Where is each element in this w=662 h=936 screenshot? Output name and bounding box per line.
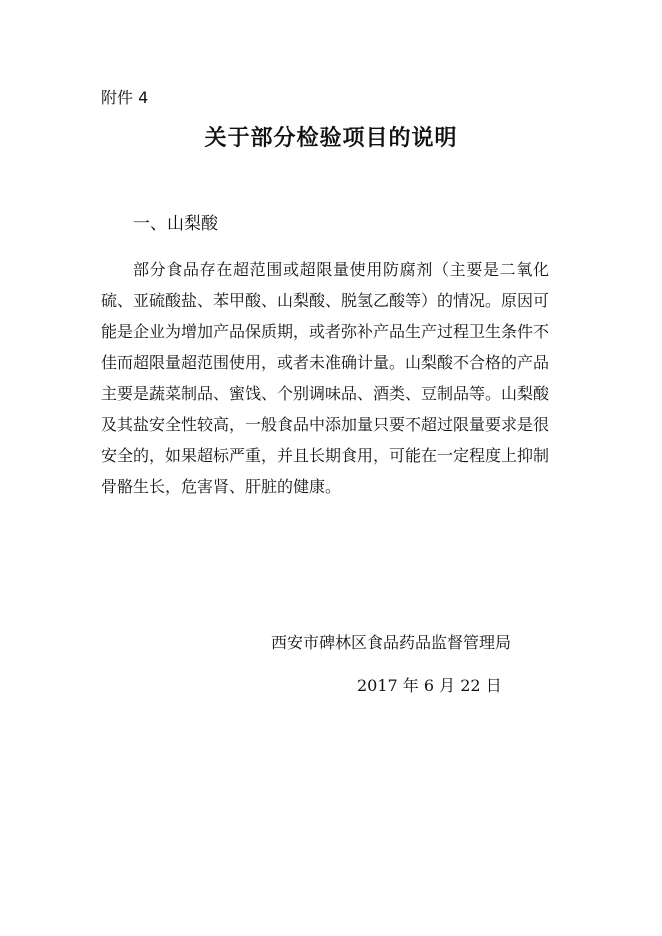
issue-date: 2017 年 6 月 22 日 [357,676,502,695]
page-title: 关于部分检验项目的说明 [204,126,458,151]
section-heading: 一、山梨酸 [133,214,218,234]
section-paragraph: 部分食品存在超范围或超限量使用防腐剂（主要是二氧化硫、亚硫酸盐、苯甲酸、山梨酸、脱氢乙酸等）的情况。原因可能是企业为增加产品保质期，或者弥补产品生产过程卫生条件不佳而超限量超范围使用，或者未准确计量。山梨酸不合格的产品主要是蔬菜制品、蜜饯、个别调味品、酒类、豆制品等。山梨酸及其盐安全性较高，一般食品中添加量只要不超过限量要求是很安全的，如果超标严重，并且长期食用，可能在一定程度上抑制骨骼生长，危害肾、肝脏的健康。 [101,260,550,496]
issuing-organization: 西安市碑林区食品药品监督管理局 [271,633,512,652]
attachment-label: 附件 4 [101,88,149,107]
